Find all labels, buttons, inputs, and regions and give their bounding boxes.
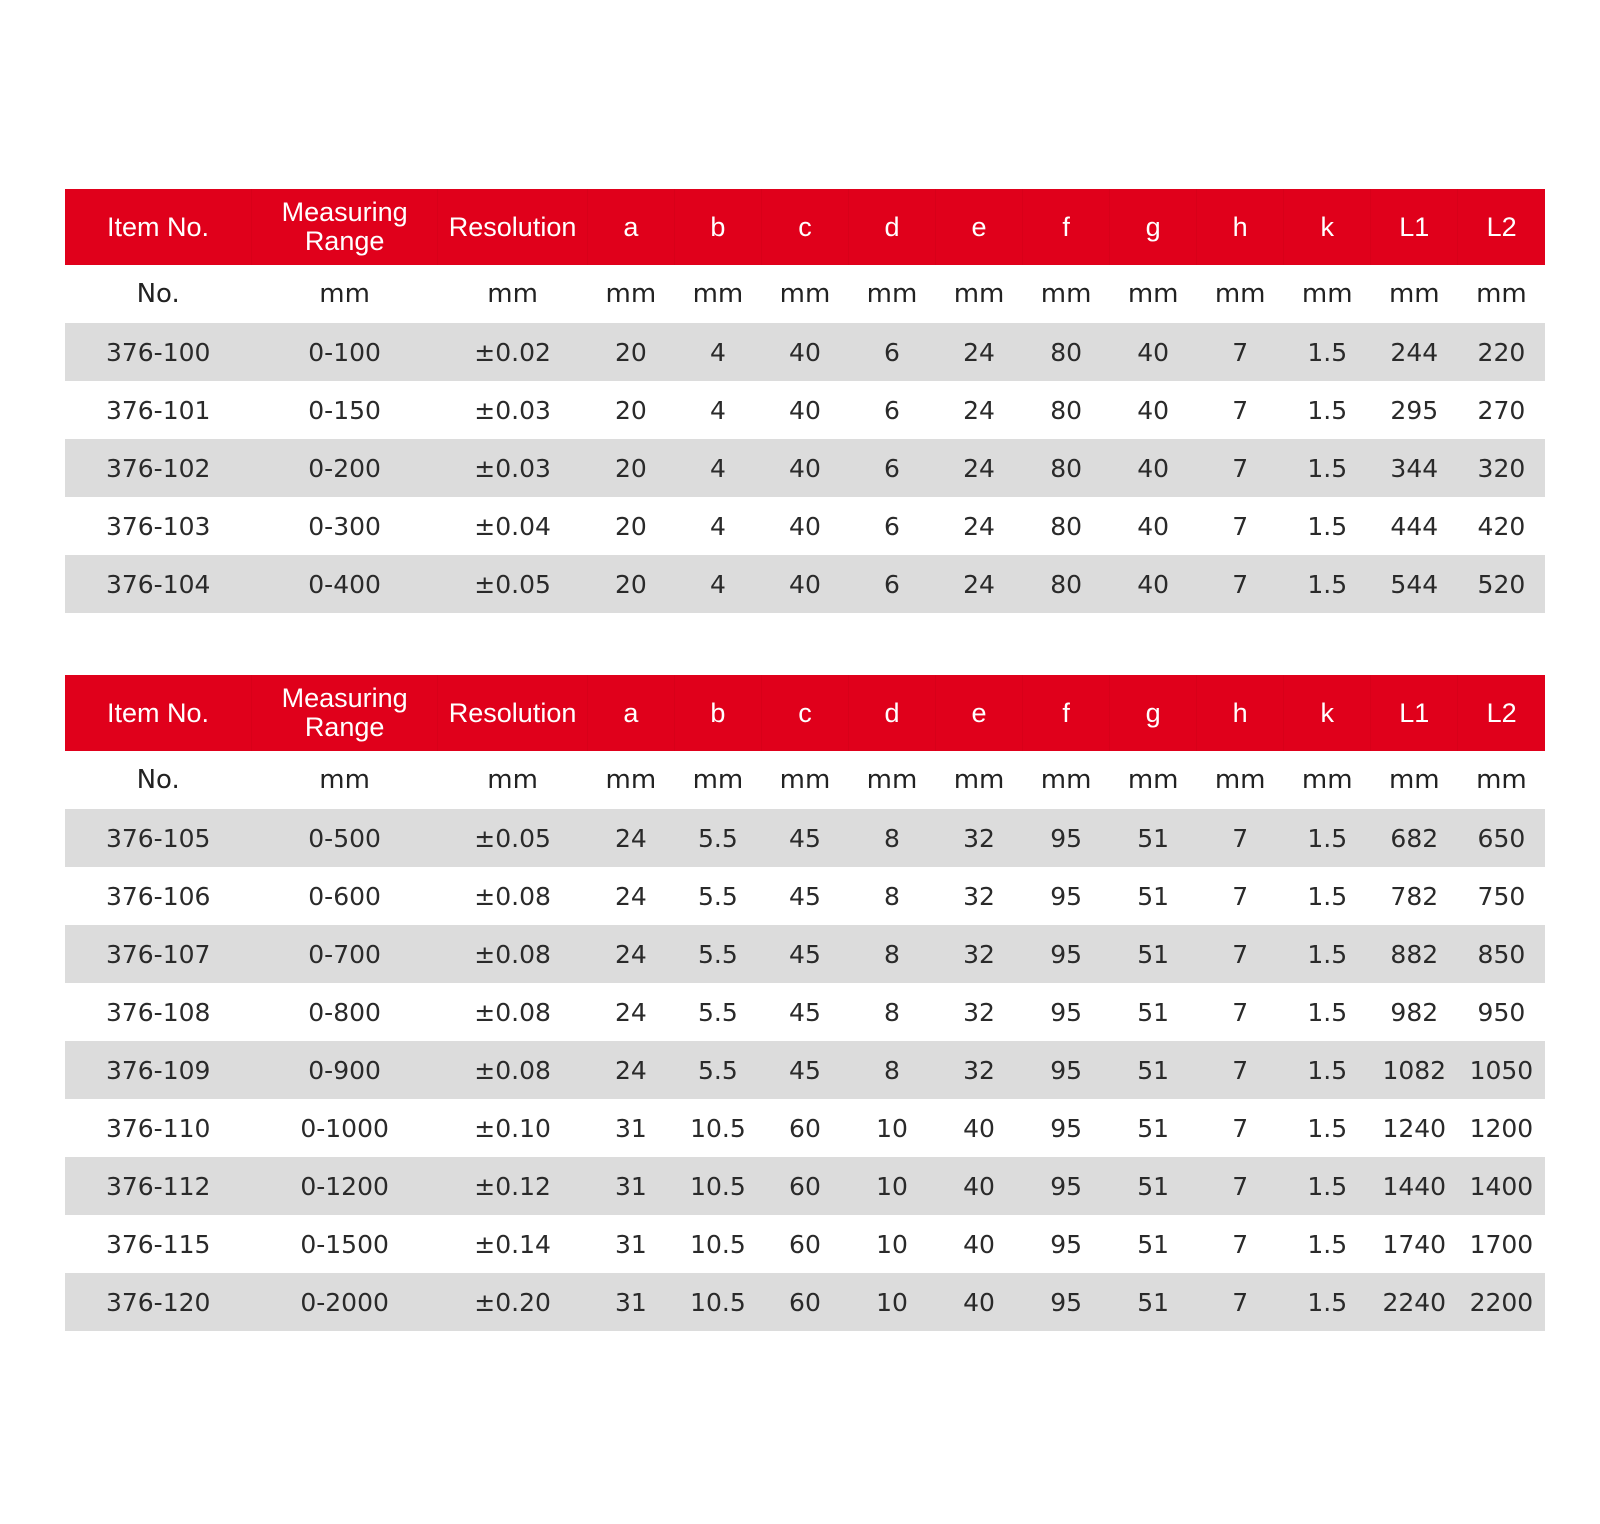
cell-resolution: ±0.08 — [438, 1041, 588, 1099]
cell-h: 7 — [1197, 1041, 1284, 1099]
cell-g: 40 — [1110, 555, 1197, 613]
cell-f: 95 — [1050, 1113, 1082, 1143]
column-header-d: d — [848, 189, 935, 265]
cell-e: 24 — [963, 395, 995, 425]
cell-resolution: ±0.08 — [474, 997, 551, 1027]
cell-c: 60 — [789, 1229, 821, 1259]
cell-g: 51 — [1110, 925, 1197, 983]
cell-b: 5.5 — [698, 997, 738, 1027]
table-row — [65, 867, 1545, 925]
unit-cell-d: mm — [866, 765, 918, 795]
table-row — [65, 381, 1545, 439]
cell-g: 51 — [1110, 1157, 1197, 1215]
cell-item-no: 376-100 — [65, 323, 251, 381]
column-header-c: c — [761, 189, 848, 265]
cell-k: 1.5 — [1284, 439, 1371, 497]
cell-k: 1.5 — [1284, 1041, 1371, 1099]
cell-e: 24 — [936, 439, 1023, 497]
cell-c: 45 — [761, 809, 848, 867]
cell-g: 51 — [1137, 1113, 1170, 1143]
cell-a: 20 — [587, 555, 674, 613]
unit-cell-c: mm — [779, 279, 831, 309]
cell-measuring-range: 0-1500 — [300, 1229, 389, 1259]
cell-l2: 220 — [1458, 323, 1545, 381]
unit-cell-h: mm — [1214, 279, 1266, 309]
cell-l1: 295 — [1390, 395, 1439, 425]
cell-l2: 270 — [1477, 395, 1526, 425]
cell-k: 1.5 — [1307, 1113, 1348, 1143]
cell-resolution: ±0.10 — [474, 1113, 551, 1143]
cell-h: 7 — [1197, 1157, 1284, 1215]
cell-h: 7 — [1197, 323, 1284, 381]
cell-g: 40 — [1137, 395, 1170, 425]
cell-d: 8 — [848, 809, 935, 867]
cell-a: 20 — [587, 439, 674, 497]
cell-c: 60 — [789, 1113, 821, 1143]
cell-g: 51 — [1110, 1273, 1197, 1331]
cell-l2: 1050 — [1458, 1041, 1545, 1099]
cell-item-no: 376-102 — [65, 439, 251, 497]
cell-measuring-range: 0-1200 — [251, 1157, 437, 1215]
header-row — [65, 675, 1545, 751]
cell-h: 7 — [1197, 555, 1284, 613]
column-header-l2: L2 — [1458, 189, 1545, 265]
table-row — [65, 809, 1545, 867]
column-header-g: g — [1110, 675, 1197, 751]
unit-cell-b: mm — [692, 279, 744, 309]
column-header-l1: L1 — [1371, 675, 1458, 751]
cell-d: 8 — [884, 881, 900, 911]
cell-b: 5.5 — [674, 1041, 761, 1099]
unit-cell-resolution: mm — [487, 279, 538, 309]
table-row — [65, 555, 1545, 613]
cell-l2: 520 — [1458, 555, 1545, 613]
cell-l1: 682 — [1371, 809, 1458, 867]
unit-cell-k: mm — [1301, 279, 1353, 309]
cell-resolution: ±0.12 — [438, 1157, 588, 1215]
column-header-f: f — [1023, 189, 1110, 265]
unit-cell-b: mm — [692, 765, 744, 795]
cell-b: 5.5 — [698, 881, 738, 911]
cell-measuring-range: 0-900 — [251, 1041, 437, 1099]
cell-g: 40 — [1137, 511, 1170, 541]
cell-item-no: 376-120 — [65, 1273, 251, 1331]
cell-d: 10 — [876, 1229, 908, 1259]
cell-measuring-range: 0-400 — [251, 555, 437, 613]
cell-k: 1.5 — [1284, 1157, 1371, 1215]
column-header-resolution: Resolution — [438, 189, 588, 265]
cell-e: 40 — [963, 1229, 995, 1259]
cell-h: 7 — [1232, 511, 1249, 541]
cell-d: 8 — [848, 925, 935, 983]
cell-resolution: ±0.14 — [474, 1229, 551, 1259]
cell-measuring-range: 0-150 — [308, 395, 381, 425]
cell-f: 80 — [1050, 511, 1082, 541]
unit-cell-l1: mm — [1388, 765, 1440, 795]
cell-d: 8 — [884, 997, 900, 1027]
table-row — [65, 925, 1545, 983]
cell-e: 32 — [936, 809, 1023, 867]
spec-table-1 — [65, 189, 1545, 613]
cell-item-no: 376-105 — [65, 809, 251, 867]
cell-a: 31 — [614, 1113, 647, 1143]
unit-cell-c: mm — [779, 765, 831, 795]
table-row — [65, 983, 1545, 1041]
cell-g: 51 — [1137, 881, 1170, 911]
header-row — [65, 189, 1545, 265]
cell-l1: 1082 — [1371, 1041, 1458, 1099]
column-header-h: h — [1197, 189, 1284, 265]
cell-a: 20 — [614, 511, 647, 541]
cell-item-no: 376-109 — [65, 1041, 251, 1099]
column-header-l2: L2 — [1458, 675, 1545, 751]
cell-b: 10.5 — [690, 1229, 746, 1259]
cell-k: 1.5 — [1284, 323, 1371, 381]
cell-c: 40 — [761, 323, 848, 381]
unit-cell-a: mm — [605, 765, 657, 795]
cell-f: 95 — [1050, 881, 1082, 911]
unit-cell-e: mm — [953, 765, 1005, 795]
unit-cell-l2: mm — [1476, 765, 1527, 795]
cell-item-no: 376-112 — [65, 1157, 251, 1215]
cell-c: 40 — [789, 395, 821, 425]
unit-cell-e: mm — [953, 279, 1005, 309]
cell-c: 45 — [789, 997, 821, 1027]
cell-a: 31 — [587, 1157, 674, 1215]
cell-l1: 344 — [1371, 439, 1458, 497]
table-row — [65, 1215, 1545, 1273]
cell-l2: 420 — [1477, 511, 1526, 541]
cell-resolution: ±0.05 — [438, 809, 588, 867]
column-header-e: e — [936, 675, 1023, 751]
cell-a: 24 — [587, 809, 674, 867]
cell-l1: 1240 — [1382, 1113, 1447, 1143]
cell-f: 95 — [1023, 809, 1110, 867]
cell-item-no: 376-110 — [105, 1113, 211, 1143]
column-header-k: k — [1284, 675, 1371, 751]
cell-c: 40 — [761, 555, 848, 613]
column-header-measuring-range: Measuring Range — [251, 189, 437, 265]
cell-e: 40 — [963, 1113, 995, 1143]
cell-b: 4 — [709, 395, 726, 425]
cell-k: 1.5 — [1284, 555, 1371, 613]
column-header-f: f — [1023, 675, 1110, 751]
cell-b: 10.5 — [674, 1273, 761, 1331]
cell-b: 4 — [674, 323, 761, 381]
unit-cell-resolution: mm — [487, 765, 538, 795]
cell-c: 60 — [761, 1157, 848, 1215]
cell-l2: 650 — [1458, 809, 1545, 867]
table-row — [65, 1099, 1545, 1157]
cell-c: 45 — [761, 1041, 848, 1099]
cell-f: 95 — [1023, 925, 1110, 983]
cell-d: 8 — [848, 1041, 935, 1099]
cell-item-no: 376-115 — [105, 1229, 211, 1259]
cell-measuring-range: 0-1000 — [300, 1113, 389, 1143]
cell-l1: 544 — [1371, 555, 1458, 613]
cell-k: 1.5 — [1307, 511, 1348, 541]
cell-b: 4 — [674, 439, 761, 497]
cell-l2: 1200 — [1469, 1113, 1534, 1143]
unit-cell-item-no: No. — [136, 765, 180, 795]
cell-l1: 782 — [1390, 881, 1439, 911]
cell-k: 1.5 — [1284, 1273, 1371, 1331]
cell-e: 32 — [936, 1041, 1023, 1099]
cell-item-no: 376-101 — [105, 395, 211, 425]
cell-resolution: ±0.08 — [438, 925, 588, 983]
cell-k: 1.5 — [1307, 1229, 1348, 1259]
cell-l1: 1440 — [1371, 1157, 1458, 1215]
column-header-item-no: Item No. — [65, 675, 251, 751]
cell-g: 51 — [1137, 1229, 1170, 1259]
unit-cell-k: mm — [1301, 765, 1353, 795]
cell-h: 7 — [1232, 997, 1249, 1027]
table-row — [65, 1041, 1545, 1099]
cell-h: 7 — [1232, 1113, 1249, 1143]
cell-h: 7 — [1232, 1229, 1249, 1259]
cell-g: 51 — [1137, 997, 1170, 1027]
cell-e: 40 — [936, 1157, 1023, 1215]
cell-b: 10.5 — [674, 1157, 761, 1215]
cell-k: 1.5 — [1284, 925, 1371, 983]
cell-measuring-range: 0-500 — [251, 809, 437, 867]
cell-d: 10 — [876, 1113, 908, 1143]
cell-resolution: ±0.03 — [438, 439, 588, 497]
cell-l2: 2200 — [1458, 1273, 1545, 1331]
cell-f: 80 — [1050, 395, 1082, 425]
cell-resolution: ±0.03 — [474, 395, 551, 425]
cell-resolution: ±0.20 — [438, 1273, 588, 1331]
cell-c: 45 — [789, 881, 821, 911]
cell-item-no: 376-106 — [105, 881, 211, 911]
cell-c: 60 — [761, 1273, 848, 1331]
column-header-g: g — [1110, 189, 1197, 265]
cell-a: 20 — [587, 323, 674, 381]
cell-l1: 982 — [1390, 997, 1439, 1027]
cell-e: 32 — [936, 925, 1023, 983]
cell-d: 6 — [884, 395, 900, 425]
cell-f: 80 — [1023, 439, 1110, 497]
cell-measuring-range: 0-600 — [308, 881, 381, 911]
cell-c: 40 — [789, 511, 821, 541]
table-row — [65, 439, 1545, 497]
cell-f: 80 — [1023, 323, 1110, 381]
cell-d: 10 — [848, 1157, 935, 1215]
column-header-item-no: Item No. — [65, 189, 251, 265]
cell-l2: 1700 — [1469, 1229, 1534, 1259]
unit-cell-l2: mm — [1476, 279, 1527, 309]
unit-cell-measuring-range: mm — [319, 765, 370, 795]
cell-e: 24 — [936, 323, 1023, 381]
cell-k: 1.5 — [1307, 881, 1348, 911]
cell-g: 40 — [1110, 323, 1197, 381]
cell-l1: 882 — [1371, 925, 1458, 983]
cell-k: 1.5 — [1307, 395, 1348, 425]
cell-l2: 850 — [1458, 925, 1545, 983]
cell-resolution: ±0.08 — [474, 881, 551, 911]
cell-l2: 320 — [1458, 439, 1545, 497]
cell-c: 40 — [761, 439, 848, 497]
unit-cell-g: mm — [1127, 765, 1179, 795]
cell-item-no: 376-107 — [65, 925, 251, 983]
column-header-a: a — [587, 189, 674, 265]
cell-f: 95 — [1023, 1273, 1110, 1331]
table-row — [65, 323, 1545, 381]
column-header-k: k — [1284, 189, 1371, 265]
cell-f: 80 — [1023, 555, 1110, 613]
unit-cell-a: mm — [605, 279, 657, 309]
cell-item-no: 376-103 — [105, 511, 211, 541]
cell-l1: 244 — [1371, 323, 1458, 381]
unit-cell-h: mm — [1214, 765, 1266, 795]
cell-resolution: ±0.02 — [438, 323, 588, 381]
cell-e: 24 — [963, 511, 995, 541]
cell-e: 40 — [936, 1273, 1023, 1331]
cell-l2: 1400 — [1458, 1157, 1545, 1215]
cell-g: 51 — [1110, 1041, 1197, 1099]
cell-measuring-range: 0-2000 — [251, 1273, 437, 1331]
unit-cell-measuring-range: mm — [319, 279, 370, 309]
cell-l1: 444 — [1390, 511, 1439, 541]
cell-g: 40 — [1110, 439, 1197, 497]
column-header-a: a — [587, 675, 674, 751]
column-header-measuring-range: Measuring Range — [251, 675, 437, 751]
cell-measuring-range: 0-100 — [251, 323, 437, 381]
cell-measuring-range: 0-200 — [251, 439, 437, 497]
unit-cell-f: mm — [1040, 279, 1092, 309]
cell-h: 7 — [1232, 881, 1249, 911]
unit-cell-f: mm — [1040, 765, 1092, 795]
cell-k: 1.5 — [1307, 997, 1348, 1027]
cell-item-no: 376-108 — [105, 997, 211, 1027]
cell-measuring-range: 0-700 — [251, 925, 437, 983]
unit-row — [65, 751, 1545, 809]
cell-a: 24 — [614, 881, 647, 911]
cell-b: 10.5 — [690, 1113, 746, 1143]
cell-a: 24 — [614, 997, 647, 1027]
cell-e: 32 — [963, 997, 995, 1027]
cell-e: 24 — [936, 555, 1023, 613]
cell-b: 5.5 — [674, 925, 761, 983]
cell-a: 24 — [587, 1041, 674, 1099]
cell-d: 6 — [848, 323, 935, 381]
unit-cell-item-no: No. — [136, 279, 180, 309]
column-header-resolution: Resolution — [438, 675, 588, 751]
unit-cell-g: mm — [1127, 279, 1179, 309]
column-header-c: c — [761, 675, 848, 751]
cell-a: 31 — [614, 1229, 647, 1259]
cell-h: 7 — [1197, 809, 1284, 867]
cell-a: 31 — [587, 1273, 674, 1331]
cell-l2: 950 — [1477, 997, 1526, 1027]
column-header-e: e — [936, 189, 1023, 265]
cell-f: 95 — [1023, 1041, 1110, 1099]
cell-d: 6 — [848, 555, 935, 613]
cell-d: 6 — [848, 439, 935, 497]
cell-f: 95 — [1023, 1157, 1110, 1215]
cell-measuring-range: 0-800 — [308, 997, 381, 1027]
cell-g: 51 — [1110, 809, 1197, 867]
table-row — [65, 1273, 1545, 1331]
cell-measuring-range: 0-300 — [308, 511, 381, 541]
cell-c: 45 — [761, 925, 848, 983]
cell-resolution: ±0.04 — [474, 511, 551, 541]
cell-b: 4 — [674, 555, 761, 613]
unit-cell-d: mm — [866, 279, 918, 309]
cell-h: 7 — [1197, 925, 1284, 983]
table-row — [65, 497, 1545, 555]
cell-a: 20 — [614, 395, 647, 425]
unit-row — [65, 265, 1545, 323]
cell-a: 24 — [587, 925, 674, 983]
cell-d: 10 — [848, 1273, 935, 1331]
column-header-h: h — [1197, 675, 1284, 751]
cell-resolution: ±0.05 — [438, 555, 588, 613]
cell-h: 7 — [1197, 439, 1284, 497]
cell-l2: 750 — [1477, 881, 1526, 911]
column-header-l1: L1 — [1371, 189, 1458, 265]
cell-b: 4 — [709, 511, 726, 541]
cell-b: 5.5 — [674, 809, 761, 867]
cell-l1: 1740 — [1382, 1229, 1447, 1259]
cell-l1: 2240 — [1371, 1273, 1458, 1331]
cell-f: 95 — [1050, 997, 1082, 1027]
spec-table-2 — [65, 675, 1545, 1331]
cell-d: 6 — [884, 511, 900, 541]
column-header-b: b — [674, 189, 761, 265]
cell-h: 7 — [1232, 395, 1249, 425]
column-header-d: d — [848, 675, 935, 751]
table-row — [65, 1157, 1545, 1215]
cell-f: 95 — [1050, 1229, 1082, 1259]
cell-item-no: 376-104 — [65, 555, 251, 613]
cell-e: 32 — [963, 881, 995, 911]
cell-k: 1.5 — [1284, 809, 1371, 867]
column-header-b: b — [674, 675, 761, 751]
cell-h: 7 — [1197, 1273, 1284, 1331]
unit-cell-l1: mm — [1388, 279, 1440, 309]
